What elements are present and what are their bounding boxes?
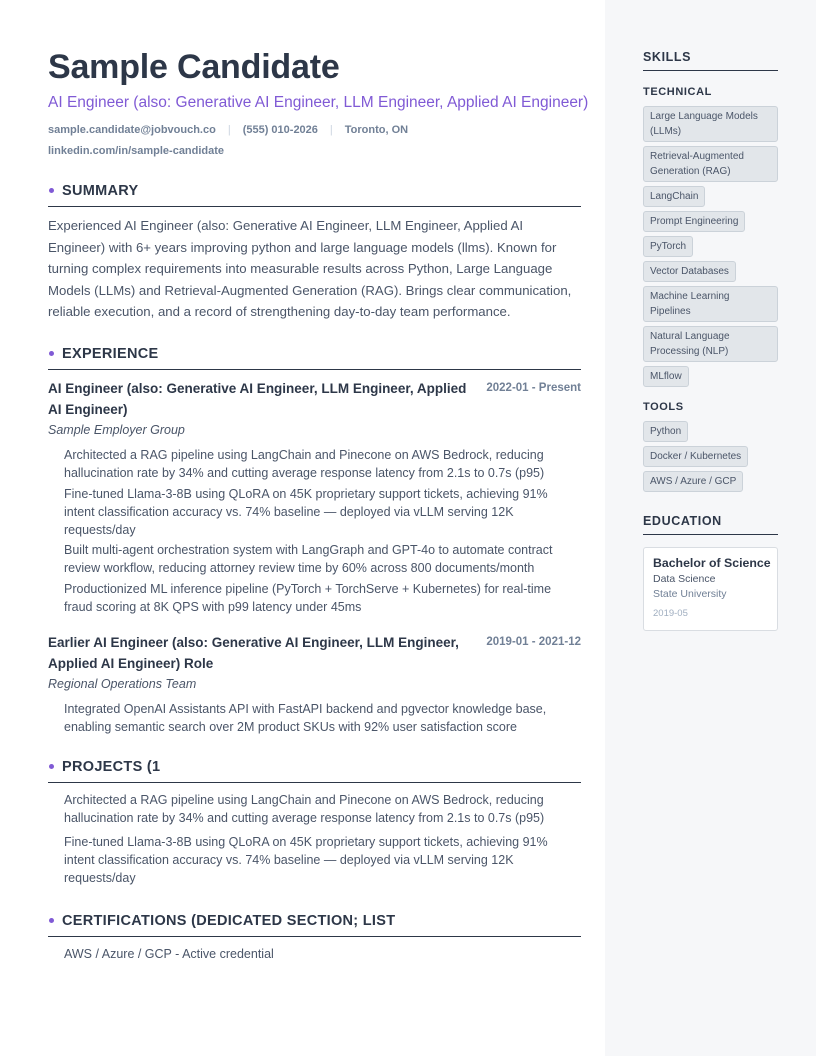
contact-separator: | (227, 124, 231, 136)
skill-chip: MLflow (643, 366, 689, 387)
education-degree: Bachelor of Science (653, 556, 771, 570)
job-bullet: Architected a RAG pipeline using LangChain and Pinecone on AWS Bedrock, reducing hallucination rate by 34% and cutting average response latency from 2.1s to 0.7s (p95) (64, 448, 545, 480)
job-bullet: Productionized ML inference pipeline (PyTorch + TorchServe + Kubernetes) for real-time fraud scoring at 8K QPS with p99 latency under 45ms (64, 582, 552, 614)
project-bullet: Architected a RAG pipeline using LangChain and Pinecone on AWS Bedrock, reducing hallucination rate by 34% and cutting average response latency from 2.1s to 0.7s (p95) (64, 793, 545, 825)
bullet-dot-icon (49, 351, 54, 356)
email-link[interactable]: sample.candidate@jobvouch.co (48, 124, 216, 136)
experience-heading (48, 345, 581, 370)
education-field: Data Science (653, 573, 716, 585)
skill-chip: Retrieval-Augmented Generation (RAG) (643, 146, 778, 182)
candidate-name: Sample Candidate (48, 48, 340, 86)
section-heading-label: CERTIFICATIONS (DEDICATED SECTION; LIST (62, 913, 396, 929)
contact-line (48, 124, 408, 136)
linkedin-link[interactable]: linkedin.com/in/sample-candidate (48, 145, 225, 157)
projects-heading (48, 758, 581, 783)
skill-chip: Prompt Engineering (643, 211, 745, 232)
section-heading-label: PROJECTS (1 (62, 759, 161, 775)
sidebar (605, 0, 816, 1056)
phone-text: (555) 010-2026 (242, 124, 318, 136)
skill-chip: Vector Databases (643, 261, 736, 282)
education-school: State University (653, 588, 727, 600)
bullet-dot-icon (49, 918, 54, 923)
job-bullet: Integrated OpenAI Assistants API with FastAPI backend and pgvector knowledge base, enabling semantic search over 2M product SKUs with 92% user satisfaction score (64, 702, 547, 734)
education-heading: EDUCATION (643, 514, 778, 535)
project-bullet: Fine-tuned Llama-3-8B using QLoRA on 45K proprietary support tickets, achieving 91% intent classification accuracy vs. 74% baseline — deployed via vLLM serving 12K requests/day (64, 835, 548, 885)
section-heading-label: SUMMARY (62, 183, 139, 199)
tool-chip: Docker / Kubernetes (643, 446, 748, 467)
summary-text: Experienced AI Engineer (also: Generative AI Engineer, LLM Engineer, Applied AI Engineer) with 6+ years improving python and large language models (llms). Known for turning complex requirements into measurable results across Python, Large Language Models (LLMs) and Retrieval-Augmented Generation (RAG). Brings clear communication, reliable execution, and a record of strengthening day-to-day team performance. (48, 218, 572, 320)
job-employer: Sample Employer Group (48, 423, 185, 437)
skill-chip: PyTorch (643, 236, 693, 257)
job-dates: 2022-01 - Present (486, 382, 581, 394)
tool-chip: AWS / Azure / GCP (643, 471, 743, 492)
education-date: 2019-05 (653, 608, 688, 619)
skill-chip: LangChain (643, 186, 705, 207)
job-title: AI Engineer (also: Generative AI Engineer, LLM Engineer, Applied AI Engineer) (48, 381, 467, 417)
job-dates: 2019-01 - 2021-12 (486, 636, 581, 648)
section-heading-label: EXPERIENCE (62, 346, 159, 362)
technical-subheading: TECHNICAL (643, 86, 712, 98)
skill-chip: Natural Language Processing (NLP) (643, 326, 778, 362)
bullet-dot-icon (49, 764, 54, 769)
tools-subheading: TOOLS (643, 401, 684, 413)
job-employer: Regional Operations Team (48, 677, 197, 691)
job-bullet: Built multi-agent orchestration system with LangGraph and GPT-4o to automate contract review workflow, reducing attorney review time by 60% across 800 documents/month (64, 543, 553, 575)
skills-heading: SKILLS (643, 50, 778, 71)
summary-heading (48, 182, 581, 207)
candidate-title: AI Engineer (also: Generative AI Engineer, LLM Engineer, Applied AI Engineer) (48, 94, 589, 111)
skill-chip: Large Language Models (LLMs) (643, 106, 778, 142)
contact-separator: | (329, 124, 333, 136)
job-bullet: Fine-tuned Llama-3-8B using QLoRA on 45K proprietary support tickets, achieving 91% intent classification accuracy vs. 74% baseline — deployed via vLLM serving 12K requests/day (64, 487, 548, 537)
certification-item: AWS / Azure / GCP - Active credential (64, 947, 274, 961)
location-text: Toronto, ON (344, 124, 409, 136)
education-card (643, 547, 778, 631)
tool-chip: Python (643, 421, 688, 442)
certifications-heading (48, 912, 581, 937)
job-title: Earlier AI Engineer (also: Generative AI Engineer, LLM Engineer, Applied AI Engineer) Role (48, 635, 459, 671)
skill-chip: Machine Learning Pipelines (643, 286, 778, 322)
bullet-dot-icon (49, 188, 54, 193)
